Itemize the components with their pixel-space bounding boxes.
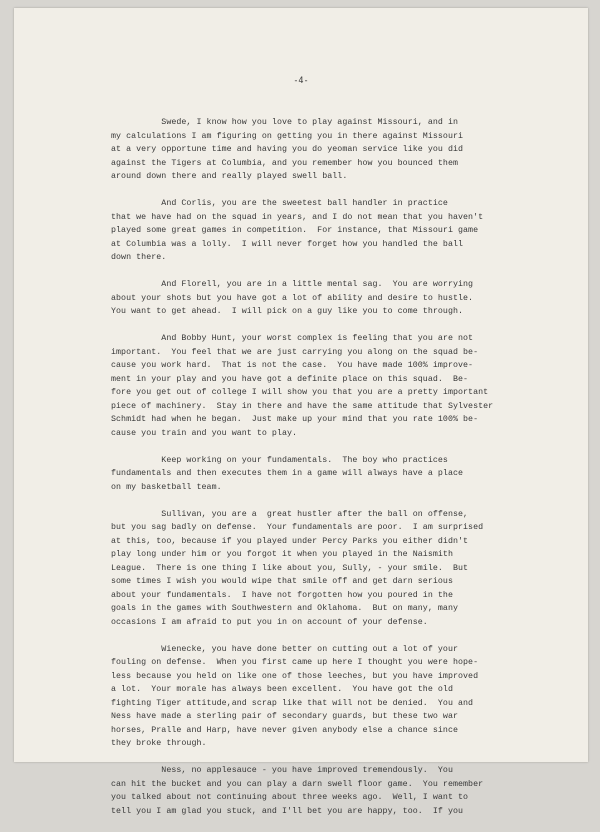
text-line: you talked about not continuing about three weeks ago. Well, I want to	[111, 793, 469, 802]
text-line: cause you train and you want to play.	[111, 428, 298, 438]
paragraph	[111, 197, 581, 265]
paragraph	[111, 278, 581, 319]
text-line: at Columbia was a lolly. I will never forget how you handled the ball	[111, 239, 464, 249]
text-line: some times I wish you would wipe that smile off and get darn serious	[111, 577, 453, 586]
text-line: that we have had on the squad in years, and I do not mean that you haven't	[111, 212, 484, 222]
text-line: at a very opportune time and having you do yeoman service like you did	[111, 145, 464, 154]
text-line: occasions I am afraid to put you in on account of your defense.	[111, 617, 428, 627]
text-line: And Corlis, you are the sweetest ball handler in practice	[111, 199, 448, 208]
text-line: tell you I am glad you stuck, and I'll bet you are happy, too. If you	[111, 806, 464, 816]
text-line: important. You feel that we are just carrying you along on the squad be-	[111, 347, 479, 357]
text-line: fouling on defense. When you first came up here I thought you were hope-	[111, 658, 479, 667]
text-line: Sullivan, you are a great hustler after the ball on offense,	[111, 509, 469, 519]
text-line: fore you get out of college I will show you that you are a pretty important	[111, 388, 489, 397]
text-line: a lot. Your morale has always been excellent. You have got the old	[111, 685, 453, 694]
paragraph	[111, 508, 581, 630]
text-line: less because you held on like one of those leeches, but you have improved	[111, 671, 479, 681]
text-line: Schmidt had when he began. Just make up your mind that you rate 100% be-	[111, 415, 479, 424]
text-line: on my basketball team.	[111, 482, 222, 492]
text-line: at this, too, because if you played under Percy Parks you either didn't	[111, 536, 469, 546]
text-line: down there.	[111, 253, 167, 262]
page-number: -4-	[293, 76, 309, 86]
text-line: cause you work hard. That is not the case. You have made 100% improve-	[111, 361, 474, 370]
text-line: but you sag badly on defense. Your fundamentals are poor. I am surprised	[111, 523, 484, 532]
letter-body	[111, 116, 581, 832]
text-line: Swede, I know how you love to play against Missouri, and in	[111, 118, 458, 127]
text-line: about your fundamentals. I have not forgotten how you poured in the	[111, 590, 453, 600]
text-line: horses, Pralle and Harp, have never given anybody else a chance since	[111, 725, 458, 735]
paragraph	[111, 332, 581, 440]
text-line: play long under him or you forgot it when you played in the Naismith	[111, 550, 453, 559]
text-line: And Bobby Hunt, your worst complex is feeling that you are not	[111, 334, 474, 343]
text-line: piece of machinery. Stay in there and have the same attitude that Sylvester	[111, 401, 494, 411]
text-line: fundamentals and then executes them in a game will always have a place	[111, 469, 464, 478]
paragraph	[111, 764, 581, 818]
paragraph	[111, 454, 581, 495]
text-line: about your shots but you have got a lot of ability and desire to hustle.	[111, 293, 474, 303]
text-line: around down there and really played swell ball.	[111, 172, 348, 181]
text-line: they broke through.	[111, 739, 207, 748]
text-line: against the Tigers at Columbia, and you remember how you bounced them	[111, 158, 458, 168]
text-line: ment in your play and you have got a definite place on this squad. Be-	[111, 374, 469, 384]
text-line: Wienecke, you have done better on cutting out a lot of your	[111, 644, 458, 654]
text-line: Keep working on your fundamentals. The boy who practices	[111, 455, 448, 465]
text-line: You want to get ahead. I will pick on a guy like you to come through.	[111, 307, 464, 316]
text-line: my calculations I am figuring on getting you in there against Missouri	[111, 131, 464, 141]
text-line: goals in the games with Southwestern and Oklahoma. But on many, many	[111, 604, 458, 613]
text-line: fighting Tiger attitude,and scrap like that will not be denied. You and	[111, 698, 474, 708]
text-line: Ness, no applesauce - you have improved tremendously. You	[111, 766, 453, 775]
text-line: League. There is one thing I like about you, Sully, - your smile. But	[111, 563, 469, 573]
paragraph	[111, 116, 581, 184]
paragraph	[111, 643, 581, 751]
document-page	[14, 8, 588, 816]
text-line: And Florell, you are in a little mental sag. You are worrying	[111, 280, 474, 289]
text-line: Ness have made a sterling pair of secondary guards, but these two war	[111, 712, 458, 721]
text-line: can hit the bucket and you can play a darn swell floor game. You remember	[111, 779, 484, 789]
text-line: played some great games in competition. For instance, that Missouri game	[111, 226, 479, 235]
